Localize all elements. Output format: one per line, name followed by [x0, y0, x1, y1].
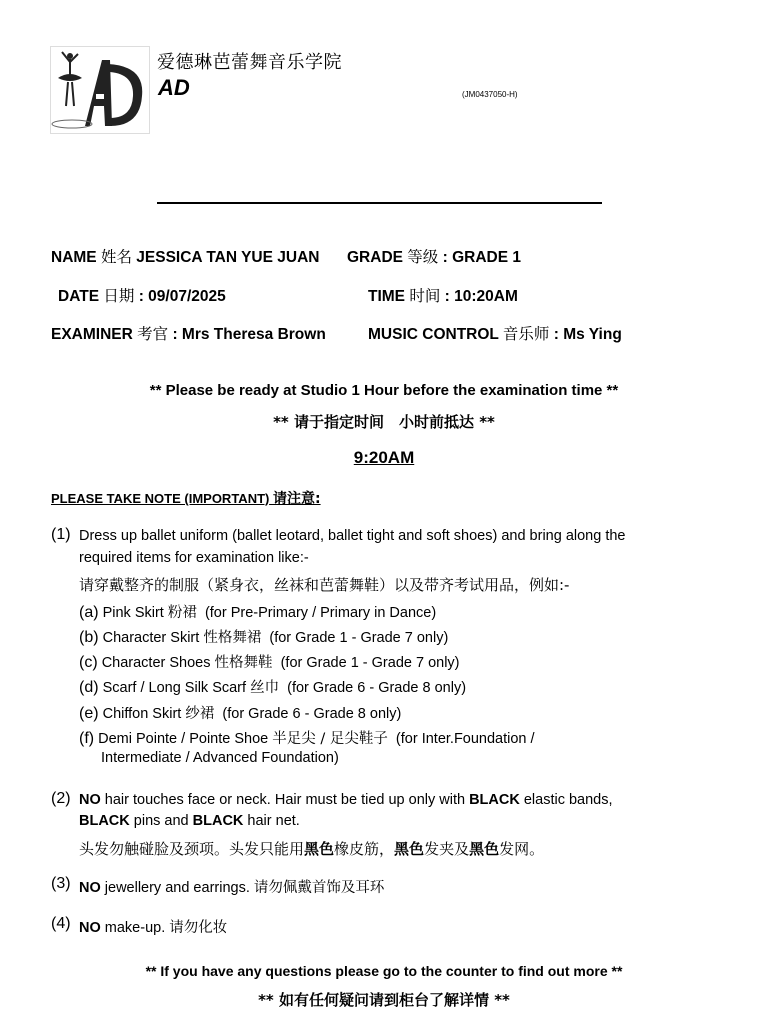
grade-label: GRADE	[347, 249, 403, 266]
item-f-cn: 半足尖 / 足尖鞋子	[272, 731, 388, 747]
footer-en: ** If you have any questions please go to the counter to find out more **	[145, 963, 623, 979]
grade-value: : GRADE 1	[442, 249, 521, 266]
school-logo	[50, 46, 150, 134]
name-field	[51, 245, 319, 267]
rule-3-no: NO	[79, 880, 101, 896]
rule-2-line-2	[79, 813, 300, 829]
item-d	[79, 676, 466, 697]
item-d-letter: (d)	[79, 679, 99, 696]
date-field	[58, 284, 226, 306]
name-label-cn: 姓名	[100, 248, 132, 266]
rule-2-no: NO	[79, 792, 101, 808]
item-f-note-2: Intermediate / Advanced Foundation)	[101, 750, 339, 766]
school-name-cn: 爱德琳芭蕾舞音乐学院	[157, 52, 342, 73]
grade-label-cn: 等级	[407, 248, 439, 266]
rule-4-line	[79, 916, 227, 937]
item-e-name: Chiffon Skirt	[102, 706, 182, 722]
date-label-cn: 日期	[103, 287, 135, 305]
rule-2-cn-black-1: 黑色	[304, 840, 335, 858]
rule-1-number: (1)	[51, 526, 71, 543]
item-e-note: (for Grade 6 - Grade 8 only)	[222, 706, 402, 722]
rule-2-cn-a: 头发勿触碰脸及颈项。头发只能用	[79, 840, 305, 858]
music-control-label: MUSIC CONTROL	[368, 326, 499, 343]
rule-2-text-4: hair net.	[243, 813, 300, 829]
item-d-name: Scarf / Long Silk Scarf	[102, 680, 247, 696]
rule-2-black-1: BLACK	[469, 792, 520, 808]
item-f-letter: (f)	[79, 730, 95, 747]
rule-2-number: (2)	[51, 790, 71, 807]
examiner-value: : Mrs Theresa Brown	[172, 326, 326, 343]
registration-number: (JM0437050-H)	[462, 90, 518, 99]
date-label: DATE	[58, 288, 100, 305]
rule-3-cn: 请勿佩戴首饰及耳环	[253, 880, 385, 896]
time-field	[368, 284, 518, 306]
item-f	[79, 727, 535, 748]
rule-2-black-3: BLACK	[192, 813, 244, 829]
rule-2-cn	[79, 838, 544, 859]
school-abbreviation: AD	[158, 75, 190, 100]
rule-2-black-2: BLACK	[79, 813, 130, 829]
item-b-letter: (b)	[79, 629, 99, 646]
examiner-label-cn: 考官	[137, 325, 169, 343]
item-a	[79, 601, 436, 622]
rule-1-line-1: Dress up ballet uniform (ballet leotard, ballet tight and soft shoes) and bring along the	[79, 528, 626, 544]
item-b-cn: 性格舞裙	[203, 630, 262, 646]
item-a-letter: (a)	[79, 604, 99, 621]
item-b-note: (for Grade 1 - Grade 7 only)	[269, 630, 449, 646]
item-a-name: Pink Skirt	[102, 605, 164, 621]
item-c-name: Character Shoes	[101, 655, 211, 671]
time-value: : 10:20AM	[444, 288, 518, 305]
music-control-label-cn: 音乐师	[502, 325, 550, 343]
item-e-cn: 纱裙	[185, 706, 215, 722]
rule-2-text-2: elastic bands,	[519, 792, 613, 808]
item-f-note: (for Inter.Foundation /	[395, 731, 535, 747]
rule-2-text-1: hair touches face or neck. Hair must be tied up only with	[100, 792, 470, 808]
rule-4-number: (4)	[51, 915, 71, 932]
time-label: TIME	[368, 288, 406, 305]
grade-field	[347, 245, 521, 267]
notice-en: ** Please be ready at Studio 1 Hour before the examination time **	[149, 382, 619, 399]
header-divider	[157, 202, 602, 204]
notice-cn: ** 请于指定时间 小时前抵达 **	[273, 413, 495, 431]
date-value: : 09/07/2025	[138, 288, 226, 305]
name-label: NAME	[51, 249, 97, 266]
take-note-heading	[51, 488, 321, 508]
rule-3-number: (3)	[51, 875, 71, 892]
item-c-note: (for Grade 1 - Grade 7 only)	[280, 655, 460, 671]
rule-2-line-1	[79, 792, 613, 808]
rule-2-cn-c: 发夹及	[424, 840, 470, 858]
rule-2-cn-black-2: 黑色	[394, 840, 425, 858]
ballerina-logo-icon	[50, 46, 150, 134]
item-b-name: Character Skirt	[102, 630, 200, 646]
music-control-value: : Ms Ying	[553, 326, 622, 343]
item-a-cn: 粉裙	[167, 605, 197, 621]
item-d-note: (for Grade 6 - Grade 8 only)	[287, 680, 467, 696]
footer-cn: ** 如有任何疑问请到柜台了解详情 **	[258, 991, 510, 1009]
take-note-en: PLEASE TAKE NOTE (IMPORTANT)	[51, 491, 270, 506]
name-value: JESSICA TAN YUE JUAN	[136, 249, 320, 266]
rule-4-no: NO	[79, 920, 101, 936]
take-note-cn: 请注意:	[272, 491, 321, 507]
rule-4-cn: 请勿化妆	[169, 920, 228, 936]
rule-2-text-3: pins and	[129, 813, 193, 829]
item-c-cn: 性格舞鞋	[214, 655, 273, 671]
rule-2-cn-d: 发网。	[499, 840, 545, 858]
item-f-name: Demi Pointe / Pointe Shoe	[98, 731, 269, 747]
rule-2-cn-b: 橡皮筋，	[334, 840, 395, 858]
item-d-cn: 丝巾	[250, 680, 280, 696]
rule-3-line	[79, 876, 384, 897]
item-c-letter: (c)	[79, 654, 98, 671]
item-e	[79, 702, 401, 723]
time-label-cn: 时间	[409, 287, 441, 305]
examiner-field	[51, 322, 326, 344]
rule-2-cn-black-3: 黑色	[469, 840, 500, 858]
rule-1-cn: 请穿戴整齐的制服（紧身衣，丝袜和芭蕾舞鞋）以及带齐考试用品，例如:-	[79, 576, 570, 594]
item-c	[79, 651, 460, 672]
examiner-label: EXAMINER	[51, 326, 133, 343]
rule-4-text: make-up.	[100, 920, 166, 936]
rule-1-line-2: required items for examination like:-	[79, 550, 309, 566]
item-a-note: (for Pre-Primary / Primary in Dance)	[204, 605, 437, 621]
item-b	[79, 626, 448, 647]
rule-3-text: jewellery and earrings.	[100, 880, 250, 896]
music-control-field	[368, 322, 622, 344]
item-e-letter: (e)	[79, 705, 99, 722]
arrival-time: 9:20AM	[353, 448, 415, 467]
